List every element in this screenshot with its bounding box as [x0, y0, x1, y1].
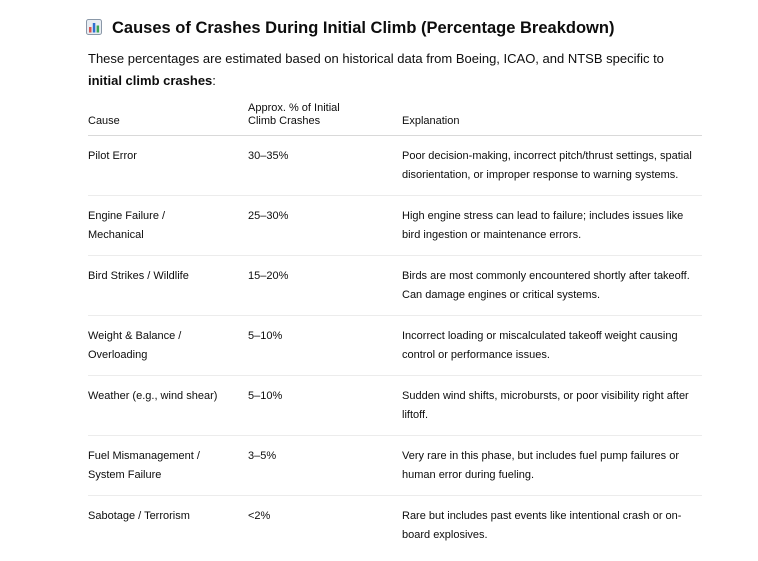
- cell-cause: Pilot Error: [88, 136, 248, 196]
- cell-percent: 5–10%: [248, 316, 402, 376]
- page-title: Causes of Crashes During Initial Climb (Percentage Breakdown): [112, 18, 615, 37]
- cell-cause: Weight & Balance / Overloading: [88, 316, 248, 376]
- table-row: [88, 196, 702, 256]
- cell-explanation: Birds are most commonly encountered shortly after takeoff. Can damage engines or critical systems.: [402, 256, 702, 316]
- table-row: [88, 436, 702, 496]
- cell-explanation: Very rare in this phase, but includes fuel pump failures or human error during fueling.: [402, 436, 702, 496]
- cell-percent: <2%: [248, 510, 271, 522]
- section-heading: [86, 14, 702, 42]
- table-header-row: [88, 102, 702, 136]
- response-content: [88, 14, 702, 555]
- table-row: [88, 136, 702, 196]
- cell-cause: Bird Strikes / Wildlife: [88, 256, 248, 316]
- table-row: [88, 376, 702, 436]
- cell-explanation: Sudden wind shifts, microbursts, or poor visibility right after liftoff.: [402, 376, 702, 436]
- intro-paragraph: [88, 48, 698, 92]
- cell-cause: Sabotage / Terrorism: [88, 510, 190, 522]
- intro-end: :: [212, 73, 216, 88]
- cell-percent: 15–20%: [248, 256, 402, 316]
- cell-percent: 3–5%: [248, 436, 402, 496]
- table-row: [88, 316, 702, 376]
- header-explanation: Explanation: [402, 102, 702, 136]
- cell-explanation: Incorrect loading or miscalculated takeoff weight causing control or performance issues.: [402, 316, 702, 376]
- table-row: [88, 256, 702, 316]
- bar-chart-icon: [86, 19, 102, 35]
- cell-explanation: High engine stress can lead to failure; includes issues like bird ingestion or maintenance errors.: [402, 196, 702, 256]
- table-row: [88, 496, 702, 556]
- cell-percent: 5–10%: [248, 376, 402, 436]
- cell-explanation: Rare but includes past events like intentional crash or on-board explosives.: [402, 510, 682, 541]
- header-percent: Approx. % of Initial Climb Crashes: [248, 102, 402, 136]
- table-body: [88, 136, 702, 556]
- causes-table: [88, 102, 702, 555]
- cell-cause: Engine Failure / Mechanical: [88, 196, 248, 256]
- cell-percent: 30–35%: [248, 136, 402, 196]
- cell-explanation: Poor decision-making, incorrect pitch/thrust settings, spatial disorientation, or improper response to warning systems.: [402, 136, 702, 196]
- cell-cause: Weather (e.g., wind shear): [88, 376, 248, 436]
- cell-cause: Fuel Mismanagement / System Failure: [88, 436, 248, 496]
- cell-percent: 25–30%: [248, 196, 402, 256]
- header-cause: Cause: [88, 102, 248, 136]
- intro-text: These percentages are estimated based on historical data from Boeing, ICAO, and NTSB specific to: [88, 51, 664, 66]
- intro-bold: initial climb crashes: [88, 73, 213, 88]
